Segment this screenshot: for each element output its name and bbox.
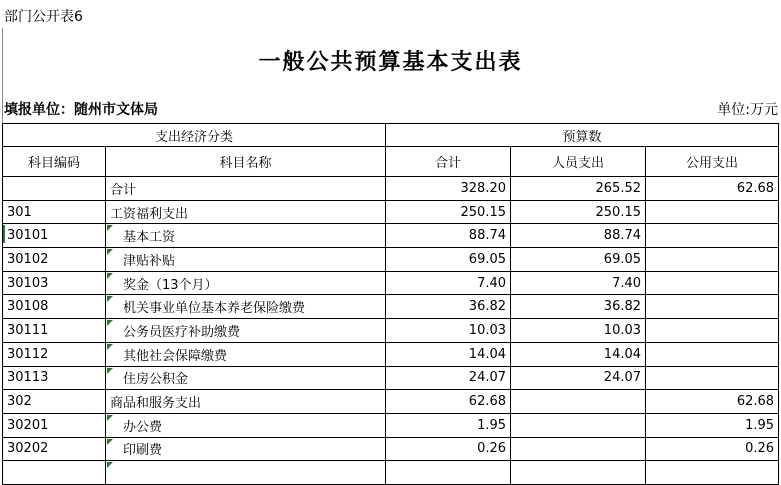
personnel-cell — [511, 248, 646, 272]
personnel-cell — [511, 271, 646, 295]
name-cell — [106, 271, 386, 295]
code-cell — [3, 437, 106, 461]
table-row — [3, 200, 779, 224]
total-cell — [386, 248, 511, 272]
personnel-cell — [511, 413, 646, 437]
code-cell — [3, 390, 106, 414]
header-subject-name: 科目名称 — [106, 147, 386, 177]
personnel-value: 265.52 — [595, 180, 642, 196]
total-value: 69.05 — [468, 251, 507, 267]
personnel-cell — [511, 461, 646, 485]
sheet-label: 部门公开表6 — [4, 9, 83, 25]
name-cell — [106, 319, 386, 343]
error-indicator-icon — [107, 439, 113, 445]
public-cell — [646, 366, 779, 390]
header-expense-classification: 支出经济分类 — [3, 124, 386, 147]
code-value: 30113 — [7, 370, 49, 386]
code-value: 30103 — [7, 275, 49, 291]
public-value: 62.68 — [736, 394, 775, 410]
name-value: 奖金（13个月） — [123, 277, 218, 293]
name-cell — [106, 342, 386, 366]
personnel-value: 14.04 — [603, 346, 642, 362]
code-cell — [3, 366, 106, 390]
table-row — [3, 342, 779, 366]
code-value: 30201 — [7, 417, 49, 433]
name-value: 合计 — [110, 182, 137, 198]
personnel-cell — [511, 200, 646, 224]
code-cell — [3, 342, 106, 366]
total-cell — [386, 413, 511, 437]
name-value: 商品和服务支出 — [110, 396, 202, 412]
public-cell — [646, 319, 779, 343]
name-value: 住房公积金 — [123, 372, 189, 388]
code-value: 30202 — [7, 441, 49, 457]
table-row — [3, 224, 779, 248]
header-personnel-expenditure: 人员支出 — [511, 147, 646, 177]
total-value: 7.40 — [477, 275, 507, 291]
total-value: 0.26 — [477, 441, 507, 457]
table-row — [3, 248, 779, 272]
public-cell — [646, 437, 779, 461]
public-cell — [646, 224, 779, 248]
personnel-cell — [511, 390, 646, 414]
total-value: 88.74 — [468, 228, 507, 244]
code-value: 30112 — [7, 346, 49, 362]
name-value: 津贴补贴 — [123, 253, 176, 269]
public-cell — [646, 177, 779, 201]
public-cell — [646, 413, 779, 437]
public-cell — [646, 342, 779, 366]
name-cell — [106, 366, 386, 390]
name-cell — [106, 413, 386, 437]
name-cell — [106, 437, 386, 461]
table-row — [3, 461, 779, 485]
error-indicator-icon — [107, 225, 113, 231]
public-cell — [646, 390, 779, 414]
name-value: 公务员医疗补助缴费 — [123, 324, 241, 340]
green-left-bar — [3, 225, 5, 243]
total-cell — [386, 224, 511, 248]
public-cell — [646, 271, 779, 295]
unit-note-label: 单位:万元 — [717, 102, 778, 118]
header-budget-figures: 预算数 — [386, 124, 779, 147]
personnel-value: 36.82 — [603, 299, 642, 315]
table-row — [3, 366, 779, 390]
personnel-cell — [511, 319, 646, 343]
name-cell — [106, 390, 386, 414]
error-indicator-icon — [107, 344, 113, 350]
code-cell — [3, 461, 106, 485]
name-value: 办公费 — [123, 419, 163, 435]
header-group-row — [3, 124, 779, 147]
code-value: 302 — [7, 394, 32, 410]
total-value: 328.20 — [460, 180, 507, 196]
error-indicator-icon — [107, 296, 113, 302]
code-cell — [3, 224, 106, 248]
name-cell — [106, 248, 386, 272]
total-value: 24.07 — [468, 370, 507, 386]
public-value: 62.68 — [736, 180, 775, 196]
total-cell — [386, 319, 511, 343]
table-row — [3, 177, 779, 201]
personnel-value: 88.74 — [603, 228, 642, 244]
code-value: 30101 — [7, 228, 49, 244]
code-cell — [3, 248, 106, 272]
total-value: 1.95 — [477, 417, 507, 433]
code-cell — [3, 177, 106, 201]
name-value: 基本工资 — [123, 230, 176, 246]
total-cell — [386, 437, 511, 461]
personnel-value: 250.15 — [595, 204, 642, 220]
error-indicator-icon — [107, 368, 113, 374]
personnel-cell — [511, 295, 646, 319]
personnel-value: 24.07 — [603, 370, 642, 386]
code-cell — [3, 295, 106, 319]
name-cell — [106, 177, 386, 201]
name-value: 工资福利支出 — [110, 206, 189, 222]
header-public-expenditure: 公用支出 — [646, 147, 779, 177]
meta-line — [4, 99, 778, 119]
personnel-value: 10.03 — [603, 322, 642, 338]
personnel-cell — [511, 177, 646, 201]
total-cell — [386, 342, 511, 366]
code-cell — [3, 200, 106, 224]
name-value: 其他社会保障缴费 — [123, 348, 228, 364]
personnel-value: 69.05 — [603, 251, 642, 267]
personnel-cell — [511, 342, 646, 366]
table-row — [3, 437, 779, 461]
public-value: 1.95 — [745, 417, 775, 433]
error-indicator-icon — [107, 273, 113, 279]
table-row — [3, 319, 779, 343]
reporting-unit-label: 填报单位：随州市文体局 — [4, 102, 158, 118]
total-value: 14.04 — [468, 346, 507, 362]
total-cell — [386, 200, 511, 224]
total-value: 62.68 — [468, 394, 507, 410]
total-cell — [386, 295, 511, 319]
public-value: 0.26 — [745, 441, 775, 457]
name-cell — [106, 224, 386, 248]
public-cell — [646, 248, 779, 272]
table-row — [3, 295, 779, 319]
code-value: 301 — [7, 204, 32, 220]
total-value: 10.03 — [468, 322, 507, 338]
code-cell — [3, 319, 106, 343]
personnel-value: 7.40 — [612, 275, 642, 291]
code-cell — [3, 413, 106, 437]
page-title: 一般公共预算基本支出表 — [258, 50, 523, 75]
code-value: 30108 — [7, 299, 49, 315]
total-cell — [386, 390, 511, 414]
name-value: 机关事业单位基本养老保险缴费 — [123, 301, 306, 317]
budget-table — [2, 123, 779, 485]
header-cols-row — [3, 147, 779, 177]
error-indicator-icon — [107, 249, 113, 255]
header-total: 合计 — [386, 147, 511, 177]
personnel-cell — [511, 366, 646, 390]
name-cell — [106, 295, 386, 319]
code-cell — [3, 271, 106, 295]
total-cell — [386, 177, 511, 201]
total-cell — [386, 366, 511, 390]
code-value: 30111 — [7, 322, 49, 338]
total-value: 36.82 — [468, 299, 507, 315]
public-cell — [646, 200, 779, 224]
personnel-cell — [511, 437, 646, 461]
total-cell — [386, 271, 511, 295]
total-value: 250.15 — [460, 204, 507, 220]
error-indicator-icon — [107, 320, 113, 326]
public-cell — [646, 295, 779, 319]
code-value: 30102 — [7, 251, 49, 267]
name-cell — [106, 461, 386, 485]
table-row — [3, 390, 779, 414]
personnel-cell — [511, 224, 646, 248]
error-indicator-icon — [107, 462, 113, 468]
header-subject-code: 科目编码 — [3, 147, 106, 177]
table-row — [3, 271, 779, 295]
total-cell — [386, 461, 511, 485]
table-body — [3, 177, 779, 485]
error-indicator-icon — [107, 415, 113, 421]
table-row — [3, 413, 779, 437]
name-cell — [106, 200, 386, 224]
name-value: 印刷费 — [123, 443, 163, 459]
public-cell — [646, 461, 779, 485]
